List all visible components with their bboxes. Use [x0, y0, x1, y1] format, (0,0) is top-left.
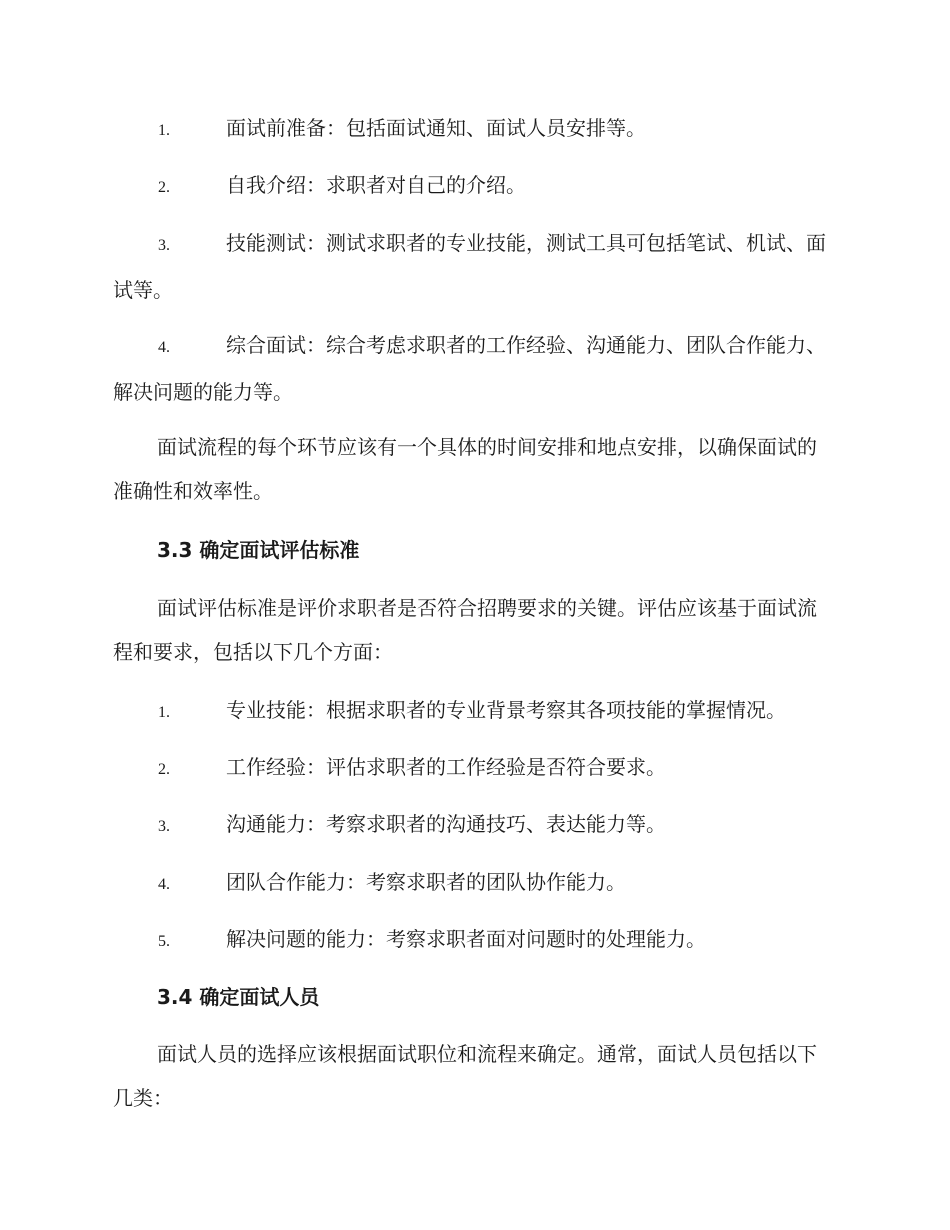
section-heading: 3.4 确定面试人员 [157, 985, 320, 1009]
body-paragraph: 面试人员的选择应该根据面试职位和流程来确定。通常，面试人员包括以下几类： [113, 1042, 817, 1110]
list-item [113, 688, 833, 735]
list-number: 4. [158, 339, 170, 356]
list-item-text: 面试前准备：包括面试通知、面试人员安排等。 [226, 116, 646, 140]
list-item [113, 323, 833, 414]
list-number: 3. [158, 237, 170, 254]
list-item-text: 沟通能力：考察求职者的沟通技巧、表达能力等。 [226, 812, 666, 836]
list-item-text: 团队合作能力：考察求职者的团队协作能力。 [226, 870, 626, 894]
list-item-text: 综合面试：综合考虑求职者的工作经验、沟通能力、团队合作能力、解决问题的能力等。 [113, 333, 826, 404]
body-paragraph: 面试流程的每个环节应该有一个具体的时间安排和地点安排，以确保面试的准确性和效率性。 [113, 435, 817, 503]
body-paragraph: 面试评估标准是评价求职者是否符合招聘要求的关键。评估应该基于面试流程和要求，包括以下几个方面： [113, 596, 817, 664]
list-item-text: 工作经验：评估求职者的工作经验是否符合要求。 [226, 755, 666, 779]
list-item-text: 自我介绍：求职者对自己的介绍。 [226, 173, 526, 197]
section-heading: 3.3 确定面试评估标准 [157, 538, 360, 562]
list-item [113, 917, 833, 964]
list-item [113, 163, 833, 210]
list-number: 2. [158, 761, 170, 778]
list-number: 1. [158, 704, 170, 721]
list-item [113, 106, 833, 153]
list-number: 3. [158, 818, 170, 835]
list-item [113, 745, 833, 792]
list-number: 2. [158, 179, 170, 196]
list-item-text: 解决问题的能力：考察求职者面对问题时的处理能力。 [226, 927, 706, 951]
list-item-text: 专业技能：根据求职者的专业背景考察其各项技能的掌握情况。 [226, 698, 786, 722]
list-item-text: 技能测试：测试求职者的专业技能，测试工具可包括笔试、机试、面试等。 [113, 231, 826, 302]
list-item [113, 221, 833, 312]
list-number: 4. [158, 876, 170, 893]
list-item [113, 860, 833, 907]
list-item [113, 802, 833, 849]
list-number: 5. [158, 933, 170, 950]
list-number: 1. [158, 122, 170, 139]
